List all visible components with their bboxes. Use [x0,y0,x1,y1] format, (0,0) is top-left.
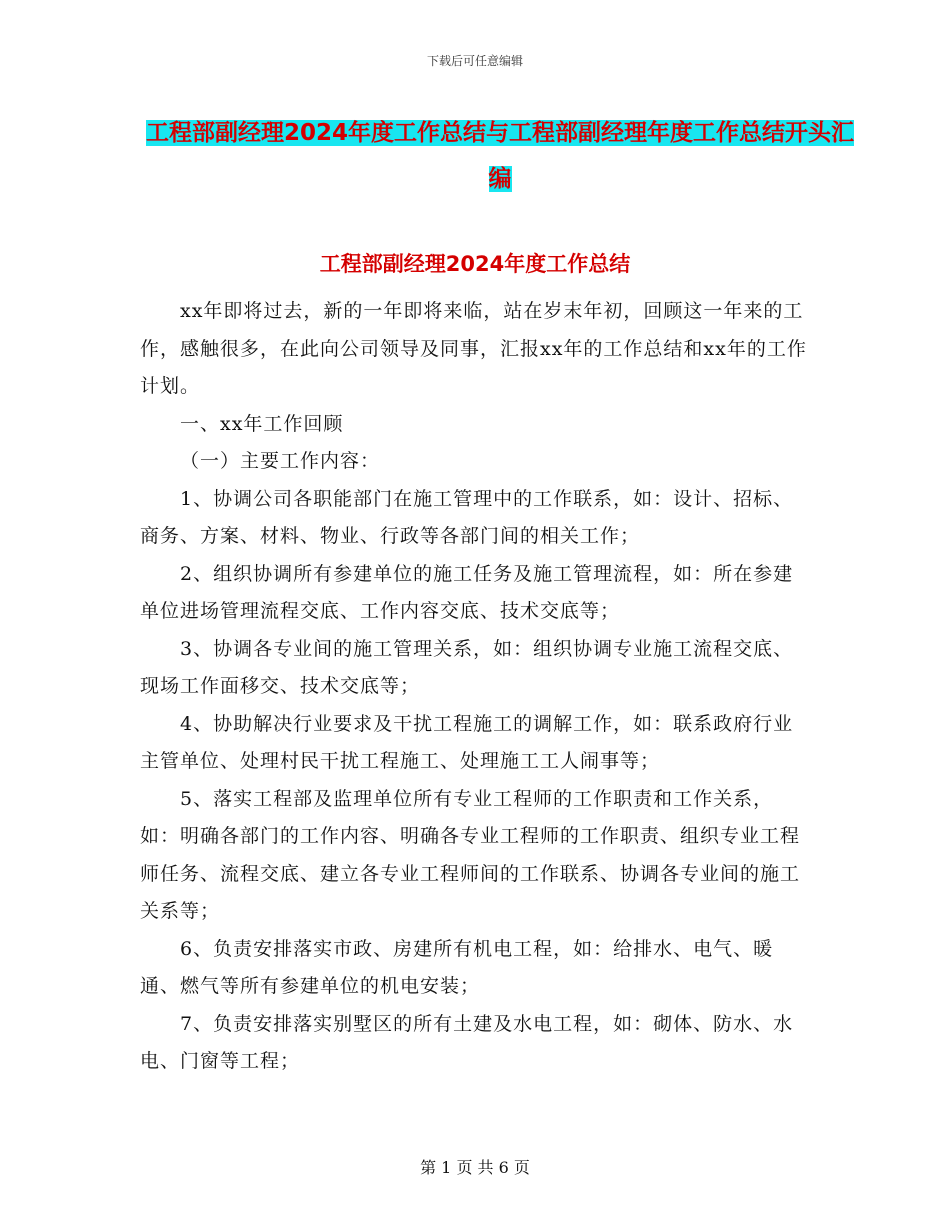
document-body [140,293,810,1081]
paragraph: （一）主要工作内容： [180,450,381,472]
paragraph: xx年即将过去，新的一年即将来临，站在岁末年初，回顾这一年来的工作，感触很多，在此向公司领导及同事，汇报xx年的工作总结和xx年的工作计划。 [140,300,807,397]
header-note: 下载后可任意编辑 [426,54,523,68]
paragraph: 6、负责安排落实市政、房建所有机电工程，如：给排水、电气、暖通、燃气等所有参建单位的机电安装； [140,937,774,997]
document-title-text: 工程部副经理2024年度工作总结与工程部副经理年度工作总结开头汇编 [145,120,854,192]
page-footer: 第 1 页 共 6 页 [420,1158,530,1177]
paragraph: 3、协调各专业间的施工管理关系，如：组织协调专业施工流程交底、现场工作面移交、技术交底等； [140,637,794,697]
paragraph: 2、组织协调所有参建单位的施工任务及施工管理流程，如：所在参建单位进场管理流程交底、工作内容交底、技术交底等； [140,562,794,622]
paragraph: 4、协助解决行业要求及干扰工程施工的调解工作，如：联系政府行业主管单位、处理村民干扰工程施工、处理施工工人闹事等； [140,712,794,772]
paragraph: 1、协调公司各职能部门在施工管理中的工作联系，如：设计、招标、商务、方案、材料、物业、行政等各部门间的相关工作； [140,487,794,547]
paragraph: 7、负责安排落实别墅区的所有土建及水电工程，如：砌体、防水、水电、门窗等工程； [140,1012,794,1072]
section-title: 工程部副经理2024年度工作总结 [319,252,631,276]
document-title [140,110,860,202]
paragraph: 5、落实工程部及监理单位所有专业工程师的工作职责和工作关系，如：明确各部门的工作内容、明确各专业工程师的工作职责、组织专业工程师任务、流程交底、建立各专业工程师间的工作联系、协调各专业间的施工关系等； [140,787,801,922]
paragraph: 一、xx年工作回顾 [180,412,344,435]
